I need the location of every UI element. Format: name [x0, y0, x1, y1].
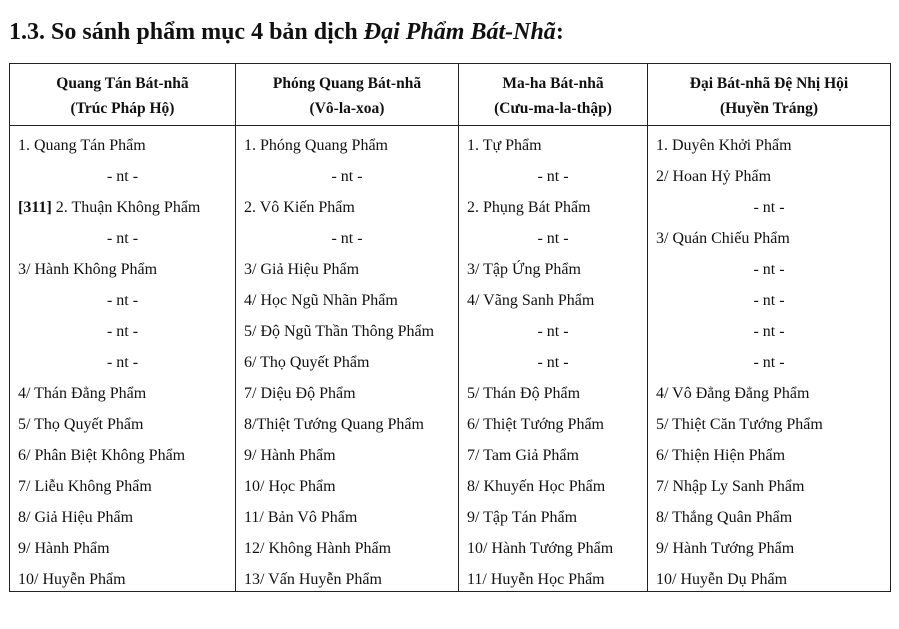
table-row: [10, 346, 891, 377]
table-row: [10, 160, 891, 191]
chapter-cell: [459, 191, 648, 222]
chapter-label: 1. Tự Phẩm: [467, 137, 542, 154]
ditto-cell: [10, 284, 236, 315]
table-row: [10, 315, 891, 346]
chapter-cell: [10, 439, 236, 470]
chapter-label: 12/ Không Hành Phẩm: [244, 540, 392, 557]
ditto-cell: [648, 346, 891, 377]
ditto-cell: [236, 222, 459, 253]
chapter-cell: [459, 253, 648, 284]
chapter-cell: [236, 408, 459, 439]
chapter-label: - nt -: [537, 230, 569, 247]
table-row: [10, 563, 891, 592]
section-title-italic: Đại Phẩm Bát-Nhã: [363, 19, 556, 45]
chapter-cell: [236, 315, 459, 346]
chapter-cell: [10, 191, 236, 222]
chapter-label: - nt -: [106, 292, 139, 309]
chapter-label: 13/ Vấn Huyễn Phẩm: [244, 571, 382, 588]
chapter-cell: [10, 377, 236, 408]
chapter-label: 1. Quang Tán Phẩm: [18, 137, 146, 154]
chapter-label: 4/ Học Ngũ Nhãn Phẩm: [244, 292, 398, 309]
ditto-cell: [648, 191, 891, 222]
chapter-cell: [459, 126, 648, 161]
ditto-cell: [459, 160, 648, 191]
ditto-cell: [648, 253, 891, 284]
chapter-label: 1. Duyên Khởi Phẩm: [656, 137, 792, 154]
ditto-cell: [459, 346, 648, 377]
table-header: [10, 64, 891, 126]
comparison-table: [9, 63, 891, 592]
chapter-label: 7/ Tam Giả Phẩm: [467, 447, 579, 464]
column-header-translator: (Vô-la-xoa): [309, 100, 385, 117]
chapter-label: 8/ Thắng Quân Phẩm: [656, 509, 793, 526]
chapter-cell: [10, 253, 236, 284]
chapter-cell: [236, 346, 459, 377]
chapter-cell: [648, 408, 891, 439]
chapter-label: - nt -: [753, 261, 785, 278]
ditto-cell: [459, 315, 648, 346]
section-title: [9, 14, 564, 50]
table-row: [10, 222, 891, 253]
chapter-cell: [648, 501, 891, 532]
chapter-cell: [236, 439, 459, 470]
table-row: [10, 532, 891, 563]
table-row: [10, 191, 891, 222]
chapter-cell: [648, 222, 891, 253]
chapter-label: 5/ Thiệt Căn Tướng Phẩm: [656, 416, 823, 433]
chapter-label: - nt -: [753, 354, 785, 371]
chapter-label: 11/ Bản Vô Phẩm: [244, 509, 358, 526]
chapter-label: 8/Thiệt Tướng Quang Phẩm: [244, 416, 424, 433]
chapter-label: 7/ Nhập Ly Sanh Phẩm: [656, 478, 805, 495]
chapter-cell: [459, 408, 648, 439]
chapter-label: - nt -: [537, 168, 569, 185]
chapter-label: 6/ Thiệt Tướng Phẩm: [467, 416, 604, 433]
chapter-label: 9/ Hành Tướng Phẩm: [656, 540, 795, 557]
chapter-label: 5/ Độ Ngũ Thần Thông Phẩm: [244, 323, 435, 340]
chapter-label: - nt -: [331, 168, 363, 185]
chapter-label: 3/ Tập Ứng Phẩm: [467, 261, 581, 278]
column-header-translator: (Huyền Tráng): [719, 100, 819, 117]
ditto-cell: [10, 315, 236, 346]
chapter-label: - nt -: [753, 292, 785, 309]
ditto-cell: [10, 346, 236, 377]
chapter-cell: [10, 563, 236, 592]
chapter-label: 6/ Thọ Quyết Phẩm: [244, 354, 370, 371]
chapter-label: 10/ Hành Tướng Phẩm: [467, 540, 614, 557]
chapter-cell: [236, 377, 459, 408]
table-row: [10, 408, 891, 439]
chapter-cell: [10, 408, 236, 439]
chapter-cell: [648, 532, 891, 563]
page-reference: [311]: [18, 199, 52, 216]
table-row: [10, 126, 891, 161]
chapter-cell: [236, 191, 459, 222]
chapter-label: 8/ Giả Hiệu Phẩm: [18, 509, 134, 526]
chapter-label: 2. Vô Kiến Phẩm: [244, 199, 355, 216]
ditto-cell: [459, 222, 648, 253]
column-header-phong-quang: [236, 64, 459, 126]
chapter-cell: [236, 253, 459, 284]
column-header-name: Phóng Quang Bát-nhã: [272, 75, 422, 92]
table-row: [10, 377, 891, 408]
chapter-cell: [459, 532, 648, 563]
chapter-label: 3/ Giả Hiệu Phẩm: [244, 261, 360, 278]
chapter-label: 9/ Hành Phẩm: [18, 540, 110, 557]
chapter-cell: [236, 126, 459, 161]
chapter-label: 2. Thuận Không Phẩm: [55, 199, 201, 216]
section-title-text: 1.3. So sánh phẩm mục 4 bản dịch: [9, 19, 364, 45]
column-header-quang-tan: [10, 64, 236, 126]
chapter-label: 6/ Thiện Hiện Phẩm: [656, 447, 786, 464]
column-header-translator: (Cưu-ma-la-thập): [494, 100, 612, 117]
table-row: [10, 501, 891, 532]
column-header-translator: (Trúc Pháp Hộ): [70, 100, 175, 117]
chapter-cell: [459, 563, 648, 592]
chapter-label: 5/ Thán Độ Phẩm: [467, 385, 581, 402]
chapter-cell: [648, 470, 891, 501]
chapter-label: 2/ Hoan Hỷ Phẩm: [656, 168, 772, 185]
chapter-cell: [236, 501, 459, 532]
chapter-cell: [236, 470, 459, 501]
chapter-label: - nt -: [106, 168, 139, 185]
ditto-cell: [648, 315, 891, 346]
chapter-label: - nt -: [331, 230, 363, 247]
chapter-label: 5/ Thọ Quyết Phẩm: [18, 416, 144, 433]
column-header-name: Ma-ha Bát-nhã: [502, 75, 604, 92]
chapter-cell: [459, 470, 648, 501]
chapter-cell: [10, 470, 236, 501]
chapter-cell: [459, 501, 648, 532]
table-row: [10, 253, 891, 284]
chapter-label: 7/ Liễu Không Phẩm: [18, 478, 152, 495]
chapter-label: 10/ Học Phẩm: [244, 478, 336, 495]
chapter-label: 9/ Tập Tán Phẩm: [467, 509, 578, 526]
chapter-label: 10/ Huyễn Phẩm: [18, 571, 126, 588]
chapter-label: - nt -: [106, 230, 139, 247]
chapter-label: 3/ Hành Không Phẩm: [18, 261, 158, 278]
chapter-cell: [236, 532, 459, 563]
chapter-label: - nt -: [106, 354, 139, 371]
ditto-cell: [236, 160, 459, 191]
chapter-label: 4/ Vãng Sanh Phẩm: [467, 292, 595, 309]
chapter-cell: [10, 501, 236, 532]
chapter-label: - nt -: [106, 323, 139, 340]
ditto-cell: [648, 284, 891, 315]
chapter-label: - nt -: [537, 354, 569, 371]
ditto-cell: [10, 222, 236, 253]
chapter-label: 6/ Phân Biệt Không Phẩm: [18, 447, 186, 464]
column-header-name: Đại Bát-nhã Đệ Nhị Hội: [689, 75, 849, 92]
chapter-cell: [648, 126, 891, 161]
chapter-cell: [10, 532, 236, 563]
chapter-cell: [459, 377, 648, 408]
chapter-label: 4/ Thán Đẳng Phẩm: [18, 385, 147, 402]
column-header-name: Quang Tán Bát-nhã: [56, 75, 189, 92]
chapter-cell: [459, 284, 648, 315]
chapter-cell: [648, 563, 891, 592]
chapter-cell: [459, 439, 648, 470]
chapter-label: 2. Phụng Bát Phẩm: [467, 199, 591, 216]
section-title-end: :: [555, 19, 564, 45]
chapter-label: 3/ Quán Chiếu Phẩm: [656, 230, 790, 247]
chapter-label: 8/ Khuyến Học Phẩm: [467, 478, 606, 495]
chapter-label: 7/ Diệu Độ Phẩm: [244, 385, 356, 402]
chapter-cell: [236, 563, 459, 592]
column-header-ma-ha: [459, 64, 648, 126]
table-row: [10, 439, 891, 470]
chapter-label: - nt -: [537, 323, 569, 340]
chapter-cell: [648, 160, 891, 191]
table-row: [10, 470, 891, 501]
table-row: [10, 284, 891, 315]
chapter-cell: [648, 439, 891, 470]
chapter-cell: [236, 284, 459, 315]
chapter-label: 4/ Vô Đẳng Đẳng Phẩm: [656, 385, 810, 402]
chapter-cell: [10, 126, 236, 161]
table-body: [10, 126, 891, 592]
ditto-cell: [10, 160, 236, 191]
chapter-label: 9/ Hành Phẩm: [244, 447, 336, 464]
column-header-dai-bat-nha: [648, 64, 891, 126]
chapter-cell: [648, 377, 891, 408]
chapter-label: - nt -: [753, 199, 785, 216]
chapter-label: 1. Phóng Quang Phẩm: [244, 137, 388, 154]
header-row: [10, 64, 891, 126]
chapter-label: - nt -: [753, 323, 785, 340]
chapter-label: 11/ Huyễn Học Phẩm: [467, 571, 605, 588]
chapter-label: 10/ Huyễn Dụ Phẩm: [656, 571, 788, 588]
